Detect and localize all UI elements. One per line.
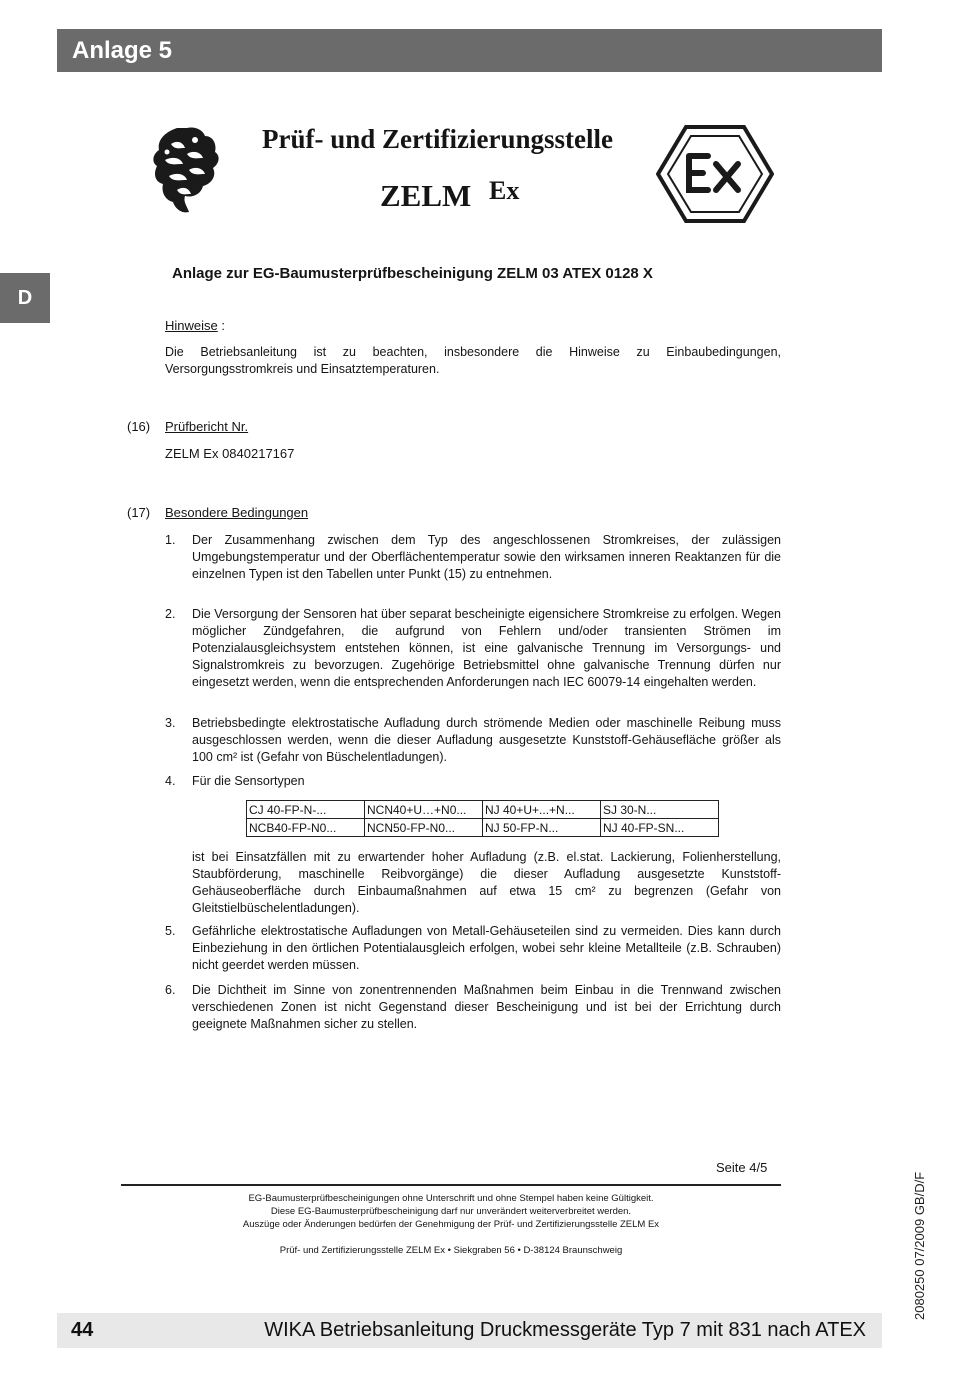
condition-text: Für die Sensortypen xyxy=(192,774,305,788)
condition-number: 2. xyxy=(165,607,176,621)
condition-text: Die Dichtheit im Sinne von zonentrennenden Maßnahmen beim Einbau in die Trennwand zwischen verschiedenen Zonen ist nicht Gegenstand dieser Bescheinigung und ist bei der Errichtung durch geeignete Maßnahmen sicher zu stellen. xyxy=(192,983,781,1031)
org-ex-mark: Ex xyxy=(489,176,520,205)
annex-title: Anlage zur EG-Baumusterprüfbescheinigung ZELM 03 ATEX 0128 X xyxy=(172,265,653,282)
footnote-line: Diese EG-Baumusterprüfbescheinigung darf nur unverändert weiterverbreitet werden. xyxy=(270,1206,632,1217)
condition-text: ist bei Einsatzfällen mit zu erwartender hoher Aufladung (z.B. el.stat. Lackierung, Folienherstellung, Staubförderung, maschinelle Reibvorgänge) die dieser Aufladung ausgesetzte Kunststoff-Gehäuseoberfläche durch Einbaumaßnahmen auf etwa 15 cm² zu begrenzen (Gefahr von Gleitstielbüschelentladungen). xyxy=(192,850,781,915)
table-cell: NCN40+U…+N0... xyxy=(365,801,483,819)
condition-number: 5. xyxy=(165,924,176,938)
notes-text: Die Betriebsanleitung ist zu beachten, insbesondere die Hinweise zu Einbaubedingungen, Versorgungsstromkreis und Einsatztemperaturen. xyxy=(165,345,781,376)
condition-number: 6. xyxy=(165,983,176,997)
certificate-footnote xyxy=(121,1192,781,1231)
page-footer xyxy=(57,1313,882,1348)
condition-item xyxy=(165,982,781,1033)
table-cell: SJ 30-N... xyxy=(601,801,719,819)
table-row xyxy=(247,801,719,819)
footnote-line: Auszüge oder Änderungen bedürfen der Genehmigung der Prüf- und Zertifizierungsstelle ZELM Ex xyxy=(242,1219,660,1230)
table-row xyxy=(247,819,719,837)
org-name: ZELM xyxy=(380,178,472,213)
notes-label-suffix: : xyxy=(217,318,225,333)
table-cell: NJ 40-FP-SN... xyxy=(601,819,719,837)
footer-title: WIKA Betriebsanleitung Druckmessgeräte Typ 7 mit 831 nach ATEX xyxy=(264,1319,866,1341)
condition-number: 4. xyxy=(165,774,176,788)
divider xyxy=(121,1184,781,1186)
section-title: Anlage 5 xyxy=(72,37,173,64)
lion-logo-icon xyxy=(147,124,223,216)
language-tab-label: D xyxy=(17,286,33,309)
notes-heading xyxy=(165,318,225,333)
condition-item xyxy=(165,606,781,691)
sensor-type-table xyxy=(246,800,719,837)
footer-page-number: 44 xyxy=(71,1319,94,1341)
condition-item xyxy=(165,773,781,790)
condition-item xyxy=(165,923,781,974)
condition-text: Betriebsbedingte elektrostatische Aufladung durch strömende Medien oder maschinelle Reibung muss ausgeschlossen werden, wenn die dieser Aufladung ausgesetzte Kunststoff-Gehäusefläche größer als 100 cm² ist (Gefahr von Büschelentladungen). xyxy=(192,716,781,764)
org-title: Prüf- und Zertifizierungsstelle xyxy=(262,124,613,154)
condition-item xyxy=(165,715,781,766)
condition-number: 3. xyxy=(165,716,176,730)
table-cell: NCB40-FP-N0... xyxy=(247,819,365,837)
notes-label: Hinweise xyxy=(165,318,218,333)
certificate-page-label: Seite 4/5 xyxy=(716,1160,768,1175)
condition-number: 1. xyxy=(165,533,176,547)
condition-item xyxy=(165,532,781,583)
section17-title: Besondere Bedingungen xyxy=(165,505,309,520)
ex-hexagon-icon xyxy=(656,124,774,224)
condition-continuation xyxy=(165,849,781,917)
certificate-address: Prüf- und Zertifizierungsstelle ZELM Ex • Siekgraben 56 • D-38124 Braunschweig xyxy=(279,1245,623,1256)
table-cell: NCN50-FP-N0... xyxy=(365,819,483,837)
table-cell: NJ 50-FP-N... xyxy=(483,819,601,837)
footnote-line: EG-Baumusterprüfbescheinigungen ohne Unterschrift und ohne Stempel haben keine Gültigkeit. xyxy=(248,1193,654,1204)
section17-number: (17) xyxy=(127,505,151,520)
condition-text: Die Versorgung der Sensoren hat über separat bescheinigte eigensichere Stromkreise zu erfolgen. Wegen möglicher Zündgefahren, die aufgrund von Fehlern und/oder transienten Strömen im Potenzialausgleichsystem entstehen können, ist eine galvanische Trennung im Versorgungs- und Signalstromkreis zu bevorzugen. Zugehörige Betriebsmittel ohne galvanische Trennung dürfen nur eingesetzt werden, wenn die entsprechenden Anforderungen nach IEC 60079-14 eingehalten werden. xyxy=(192,607,782,689)
document-code: 2080250 07/2009 GB/D/F xyxy=(912,1171,927,1320)
section16-number: (16) xyxy=(127,419,151,434)
condition-text: Gefährliche elektrostatische Aufladungen von Metall-Gehäuseteilen sind zu vermeiden. Dies kann durch Einbeziehung in den örtlichen Potentialausgleich erfolgen, wobei sehr kleine Metallteile (z.B. Schrauben) nicht geerdet werden müssen. xyxy=(192,924,781,972)
table-cell: CJ 40-FP-N-... xyxy=(247,801,365,819)
table-cell: NJ 40+U+...+N... xyxy=(483,801,601,819)
section16-title: Prüfbericht Nr. xyxy=(165,419,249,434)
condition-text: Der Zusammenhang zwischen dem Typ des angeschlossenen Stromkreises, der zulässigen Umgebungstemperatur und der Oberflächentemperatur sowie den wirksamen inneren Reaktanzen für die einzelnen Typen ist den Tabellen unter Punkt (15) zu entnehmen. xyxy=(192,533,781,581)
test-report-number: ZELM Ex 0840217167 xyxy=(165,446,295,461)
